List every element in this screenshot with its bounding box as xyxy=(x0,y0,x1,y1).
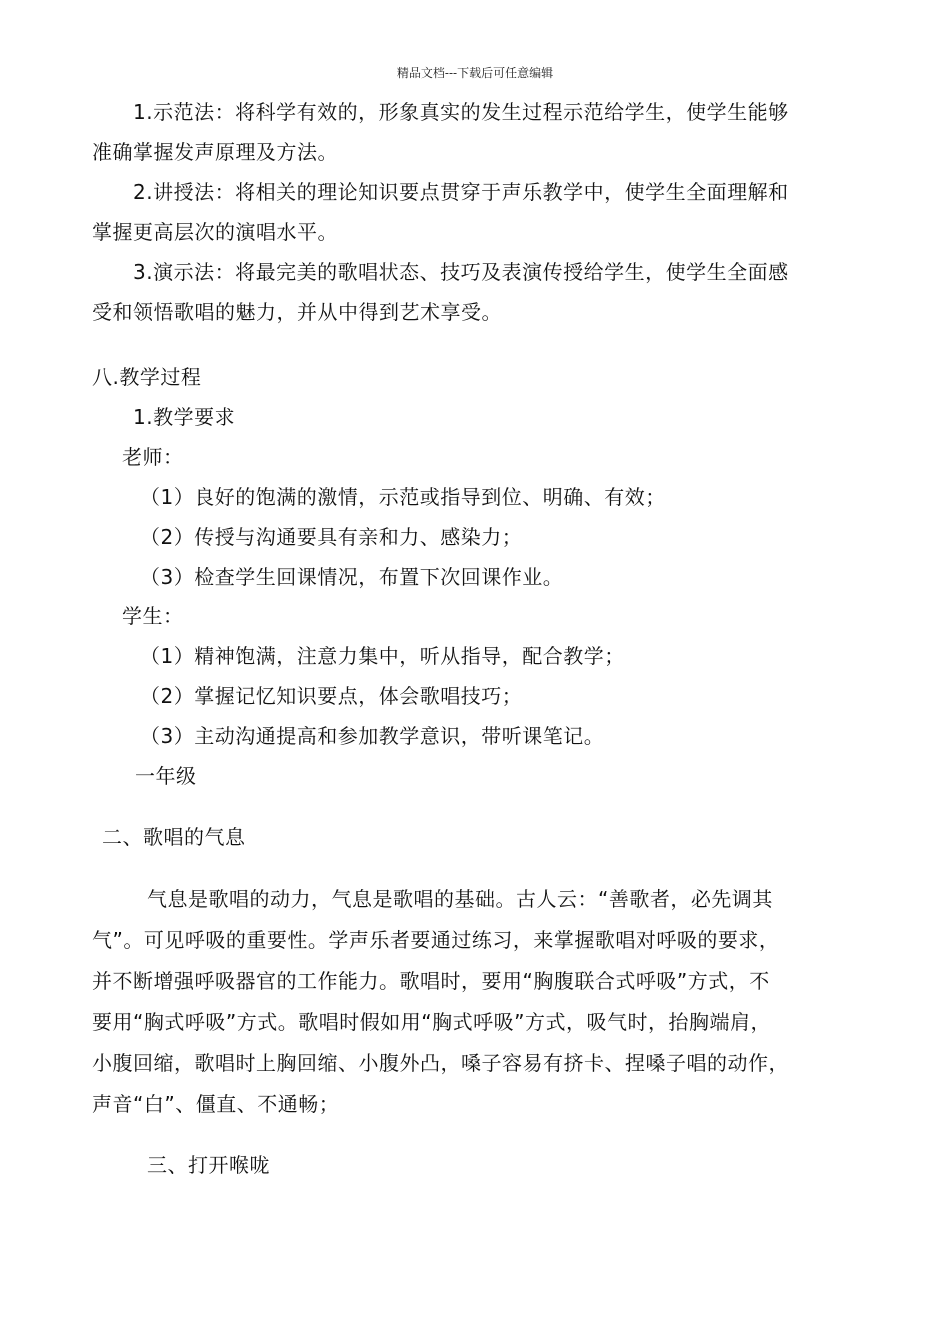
method-3-line-1: 3.演示法：将最完美的歌唱状态、技巧及表演传授给学生，使学生全面感 xyxy=(133,260,789,284)
teacher-label: 老师： xyxy=(122,445,184,469)
section-2-paragraph-line: 气”。可见呼吸的重要性。学声乐者要通过练习，来掌握歌唱对呼吸的要求， xyxy=(92,928,780,952)
teacher-item: （1）良好的饱满的激情，示范或指导到位、明确、有效； xyxy=(140,485,666,509)
student-item: （3）主动沟通提高和参加教学意识，带听课笔记。 xyxy=(140,724,605,748)
teacher-item: （2）传授与沟通要具有亲和力、感染力； xyxy=(140,525,523,549)
teacher-item: （3）检查学生回课情况，布置下次回课作业。 xyxy=(140,565,564,589)
process-sub-heading: 1.教学要求 xyxy=(133,405,236,429)
section-3-heading: 三、打开喉咙 xyxy=(147,1153,270,1177)
student-item: （1）精神饱满，注意力集中，听从指导，配合教学； xyxy=(140,644,625,668)
method-1-line-1: 1.示范法：将科学有效的，形象真实的发生过程示范给学生，使学生能够 xyxy=(133,100,789,124)
section-2-paragraph-line: 气息是歌唱的动力，气息是歌唱的基础。古人云：“善歌者，必先调其 xyxy=(147,887,773,911)
method-1-line-2: 准确掌握发声原理及方法。 xyxy=(92,140,338,164)
section-2-paragraph-line: 小腹回缩，歌唱时上胸回缩、小腹外凸，嗓子容易有挤卡、捏嗓子唱的动作， xyxy=(92,1051,789,1075)
student-label: 学生： xyxy=(122,604,184,628)
section-2-heading: 二、歌唱的气息 xyxy=(102,825,246,849)
section-2-paragraph-line: 声音“白”、僵直、不通畅； xyxy=(92,1092,340,1116)
page-header: 精品文档---下载后可任意编辑 xyxy=(396,66,554,80)
student-item: （2）掌握记忆知识要点，体会歌唱技巧； xyxy=(140,684,523,708)
section-2-paragraph-line: 并不断增强呼吸器官的工作能力。歌唱时，要用“胸腹联合式呼吸”方式，不 xyxy=(92,969,770,993)
section-2-paragraph-line: 要用“胸式呼吸”方式。歌唱时假如用“胸式呼吸”方式，吸气时，抬胸端肩， xyxy=(92,1010,771,1034)
process-heading: 八.教学过程 xyxy=(92,365,202,389)
grade-label: 一年级 xyxy=(135,764,197,788)
method-2-line-2: 掌握更高层次的演唱水平。 xyxy=(92,220,338,244)
method-3-line-2: 受和领悟歌唱的魅力，并从中得到艺术享受。 xyxy=(92,300,502,324)
method-2-line-1: 2.讲授法：将相关的理论知识要点贯穿于声乐教学中，使学生全面理解和 xyxy=(133,180,789,204)
